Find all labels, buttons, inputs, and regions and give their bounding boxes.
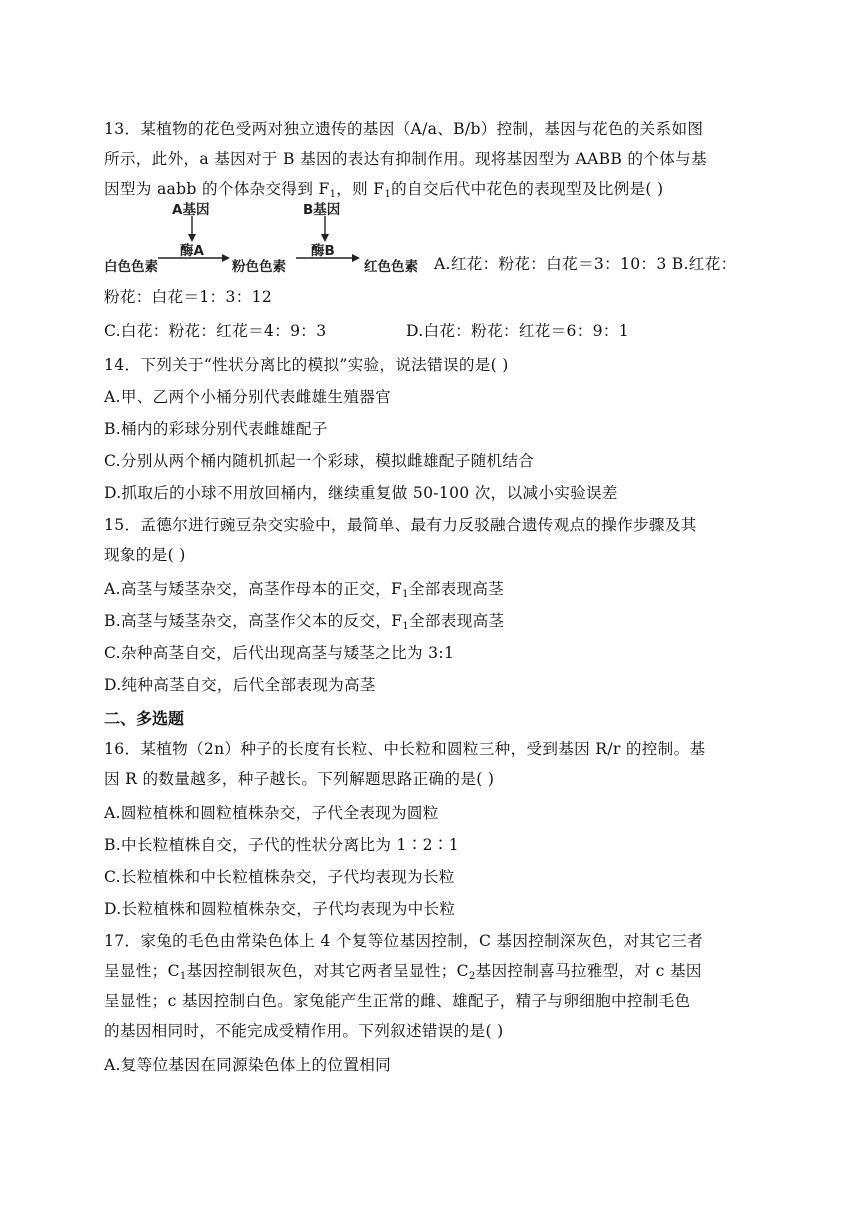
- red-pigment-label: 红色色素: [364, 259, 418, 275]
- q17-stem-text: 基因控制喜马拉雅型，对 c 基因: [475, 962, 702, 980]
- q13-stem-text: 的自交后代中花色的表现型及比例是( ): [391, 180, 664, 198]
- q13-stem-line-2: 所示，此外，a 基因对于 B 基因的表达有抑制作用。现将基因型为 AABB 的个体与基: [104, 150, 707, 168]
- q16-option-a: A.圆粒植株和圆粒植株杂交，子代全表现为圆粒: [104, 804, 439, 822]
- section-heading-multiple-choice: 二、多选题: [104, 709, 185, 728]
- q17-stem-line-4: 的基因相同时，不能完成受精作用。下列叙述错误的是( ): [104, 1022, 504, 1040]
- gene-b-label: B基因: [303, 202, 341, 218]
- white-pigment-label: 白色色素: [104, 259, 158, 275]
- q13-stem-text: ，则 F: [336, 180, 385, 198]
- q15-option-a-text: 全部表现高茎: [408, 580, 505, 598]
- f1-subscript: 1: [329, 189, 337, 200]
- f1-subscript: 1: [402, 589, 409, 600]
- question-15: [104, 514, 754, 706]
- question-17: [104, 930, 754, 1086]
- q14-option-c: C.分别从两个桶内随机抓起一个彩球，模拟雌雄配子随机结合: [104, 452, 535, 470]
- f1-subscript: 1: [384, 189, 392, 200]
- q13-stem-line-3: [104, 178, 754, 198]
- pink-pigment-label: 粉色色素: [232, 259, 286, 275]
- q13-option-d: D.白花：粉花：红花＝6：9：1: [406, 322, 629, 340]
- q17-stem-text: 呈显性；C: [104, 962, 180, 980]
- q15-option-b-text: 全部表现高茎: [409, 612, 505, 630]
- q15-option-a-text: A.高茎与矮茎杂交，高茎作母本的正交，F: [104, 580, 403, 598]
- gene-a-label: A基因: [172, 202, 210, 218]
- q15-stem-line-2: 现象的是( ): [104, 546, 186, 564]
- q13-option-a-b: A.红花：粉花：白花＝3：10：3 B.红花：: [434, 255, 737, 273]
- q15-option-a: [104, 578, 754, 610]
- q17-stem-line-1: 17．家兔的毛色由常染色体上 4 个复等位基因控制，C 基因控制深灰色，对其它三者: [104, 932, 704, 950]
- enzyme-a-label: 酶A: [180, 243, 204, 259]
- q17-option-a: A.复等位基因在同源染色体上的位置相同: [104, 1056, 392, 1074]
- question-16: [104, 738, 754, 930]
- q15-option-b-text: B.高茎与矮茎杂交，高茎作父本的反交，F: [104, 612, 403, 630]
- q14-stem: 14．下列关于“性状分离比的模拟”实验，说法错误的是( ): [104, 356, 509, 374]
- q13-stem-line-1: 13．某植物的花色受两对独立遗传的基因（A/a、B/b）控制，基因与花色的关系如图: [104, 120, 704, 138]
- q17-stem-line-3: 呈显性；c 基因控制白色。家兔能产生正常的雌、雄配子，精子与卵细胞中控制毛色: [104, 992, 691, 1010]
- q13-option-c: C.白花：粉花：红花＝4：9：3: [104, 322, 327, 340]
- q16-option-d: D.长粒植株和圆粒植株杂交，子代均表现为中长粒: [104, 900, 456, 918]
- q15-stem-line-1: 15．孟德尔进行豌豆杂交实验中，最简单、最有力反驳融合遗传观点的操作步骤及其: [104, 516, 697, 534]
- flower-color-pathway-diagram: [104, 198, 754, 286]
- q13-stem-text: 因型为 aabb 的个体杂交得到 F: [104, 180, 330, 198]
- question-13: [104, 118, 754, 354]
- q16-stem-line-2: 因 R 的数量越多，种子越长。下列解题思路正确的是( ): [104, 770, 495, 788]
- q15-option-b: [104, 610, 754, 642]
- q14-option-b: B.桶内的彩球分别代表雌雄配子: [104, 420, 328, 438]
- f1-subscript: 1: [402, 621, 410, 632]
- document-page: [104, 118, 754, 1086]
- q16-option-c: C.长粒植株和中长粒植株杂交，子代均表现为长粒: [104, 868, 455, 886]
- q16-option-b: B.中长粒植株自交，子代的性状分离比为 1∶2∶1: [104, 836, 459, 854]
- question-14: [104, 354, 754, 514]
- q15-option-c: C.杂种高茎自交，后代出现高茎与矮茎之比为 3:1: [104, 644, 455, 662]
- c1-subscript: 1: [179, 971, 187, 982]
- q14-option-a: A.甲、乙两个小桶分别代表雌雄生殖器官: [104, 388, 392, 406]
- q13-option-b-continued: 粉花：白花＝1：3：12: [104, 288, 273, 306]
- enzyme-b-label: 酶B: [311, 243, 335, 259]
- q14-option-d: D.抓取后的小球不用放回桶内，继续重复做 50-100 次，以减小实验误差: [104, 484, 618, 502]
- q16-stem-line-1: 16．某植物（2n）种子的长度有长粒、中长粒和圆粒三种，受到基因 R/r 的控制。基: [104, 740, 706, 758]
- c2-subscript: 2: [468, 971, 476, 982]
- q15-option-d: D.纯种高茎自交，后代全部表现为高茎: [104, 676, 376, 694]
- q17-stem-text: 基因控制银灰色，对其它两者呈显性；C: [186, 962, 469, 980]
- q17-stem-line-2: [104, 960, 754, 990]
- q13-options-c-d: [104, 320, 754, 354]
